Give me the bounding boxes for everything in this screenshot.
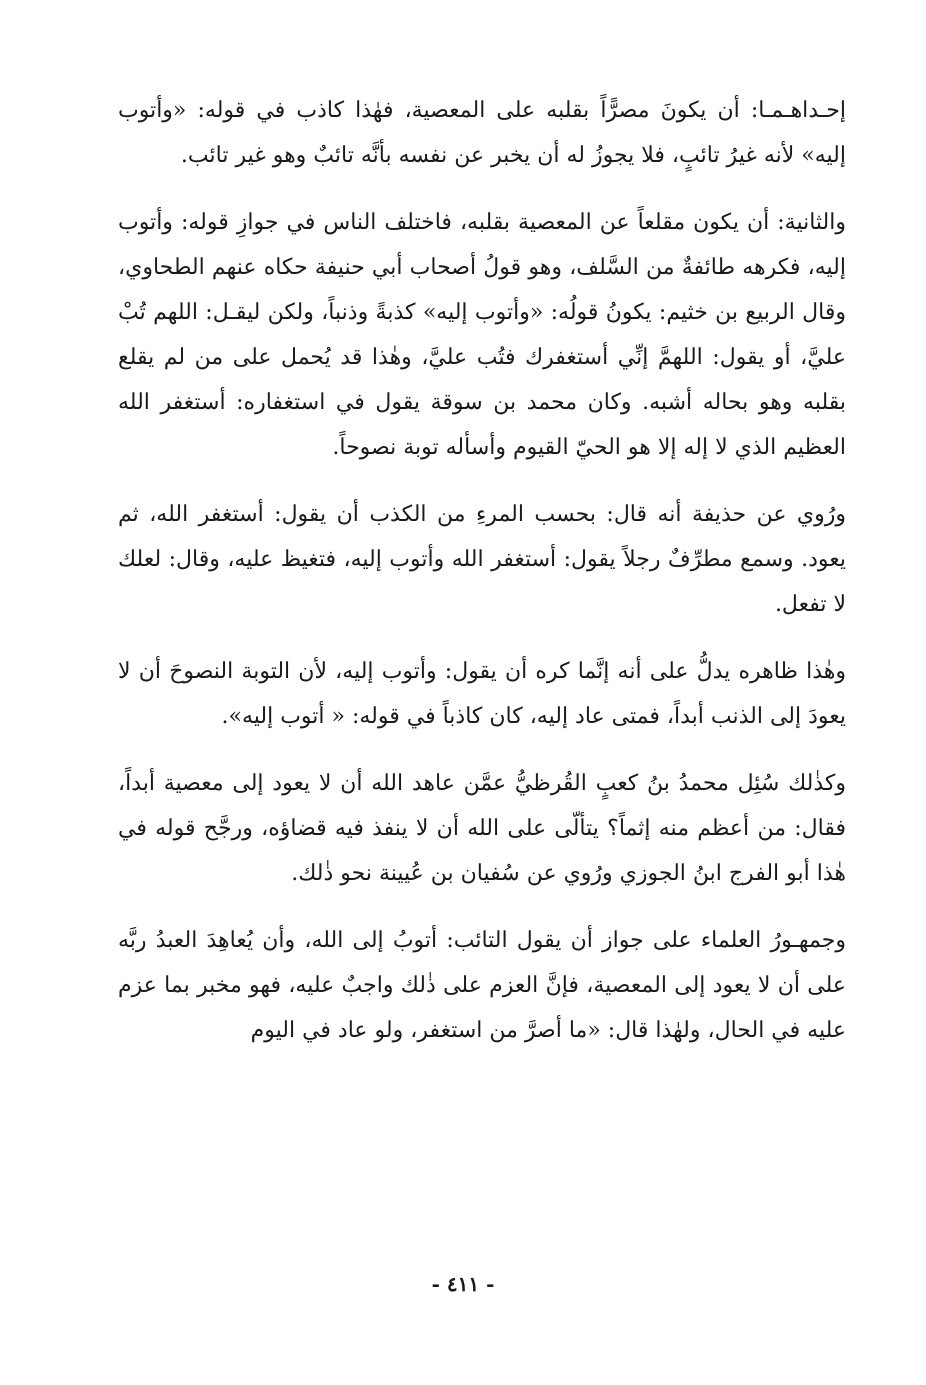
paragraph-5: وكذٰلك سُئِل محمدُ بنُ كعبٍ القُرظيُّ عمَّن عاهد الله أن لا يعود إلى معصية أبداً، فقال: من أعظم منه إثماً؟ يتألّى على الله أن لا ينفذ فيه قضاؤه، ورجَّح قوله في هٰذا أبو الفرج ابنُ الجوزي ورُوي عن سُفيان بن عُيينة نحو ذٰلك. [118, 771, 846, 886]
paragraph-3: ورُوي عن حذيفة أنه قال: بحسب المرءِ من الكذب أن يقول: أستغفر الله، ثم يعود. وسمع مطرِّفٌ رجلاً يقول: أستغفر الله وأتوب إليه، فتغيظ عليه، وقال: لعلك لا تفعل. [118, 502, 846, 617]
paragraph-4: وهٰذا ظاهره يدلُّ على أنه إنَّما كره أن يقول: وأتوب إليه، لأن التوبة النصوحَ أن لا يعودَ إلى الذنب أبداً، فمتى عاد إليه، كان كاذباً في قوله: « أتوب إليه». [118, 659, 846, 729]
paragraph-6: وجمهـورُ العلماء على جواز أن يقول التائب: أتوبُ إلى الله، وأن يُعاهِدَ العبدُ ربَّه على أن لا يعود إلى المعصية، فإنَّ العزم على ذٰلك واجبٌ عليه، فهو مخبر بما عزم عليه في الحال، ولهٰذا قال: «ما أصرَّ من استغفر، ولو عاد في اليوم [118, 928, 846, 1043]
body-text [118, 88, 846, 1075]
paragraph-1: إحـداهـمـا: أن يكونَ مصرًّاً بقلبه على المعصية، فهٰذا كاذب في قوله: «وأتوب إليه» لأنه غيرُ تائبٍ، فلا يجوزُ له أن يخبر عن نفسه بأنَّه تائبٌ وهو غير تائب. [118, 98, 846, 168]
page-number: - ٤١١ - [431, 1272, 495, 1296]
paragraph-2: والثانية: أن يكون مقلعاً عن المعصية بقلبه، فاختلف الناس في جوازِ قوله: وأتوب إليه، فكرهه طائفةٌ من السَّلف، وهو قولُ أصحاب أبي حنيفة حكاه عنهم الطحاوي، وقال الربيع بن خثيم: يكونُ قولُه: «وأتوب إليه» كذبةً وذنباً، ولكن ليقـل: اللهم تُبْ عليَّ، أو يقول: اللهمَّ إنِّي أستغفرك فتُب عليَّ، وهٰذا قد يُحمل على من لم يقلع بقلبه وهو بحاله أشبه. وكان محمد بن سوقة يقول في استغفاره: أستغفر الله العظيم الذي لا إله إلا هو الحيّ القيوم وأسأله توبة نصوحاً. [118, 210, 846, 460]
